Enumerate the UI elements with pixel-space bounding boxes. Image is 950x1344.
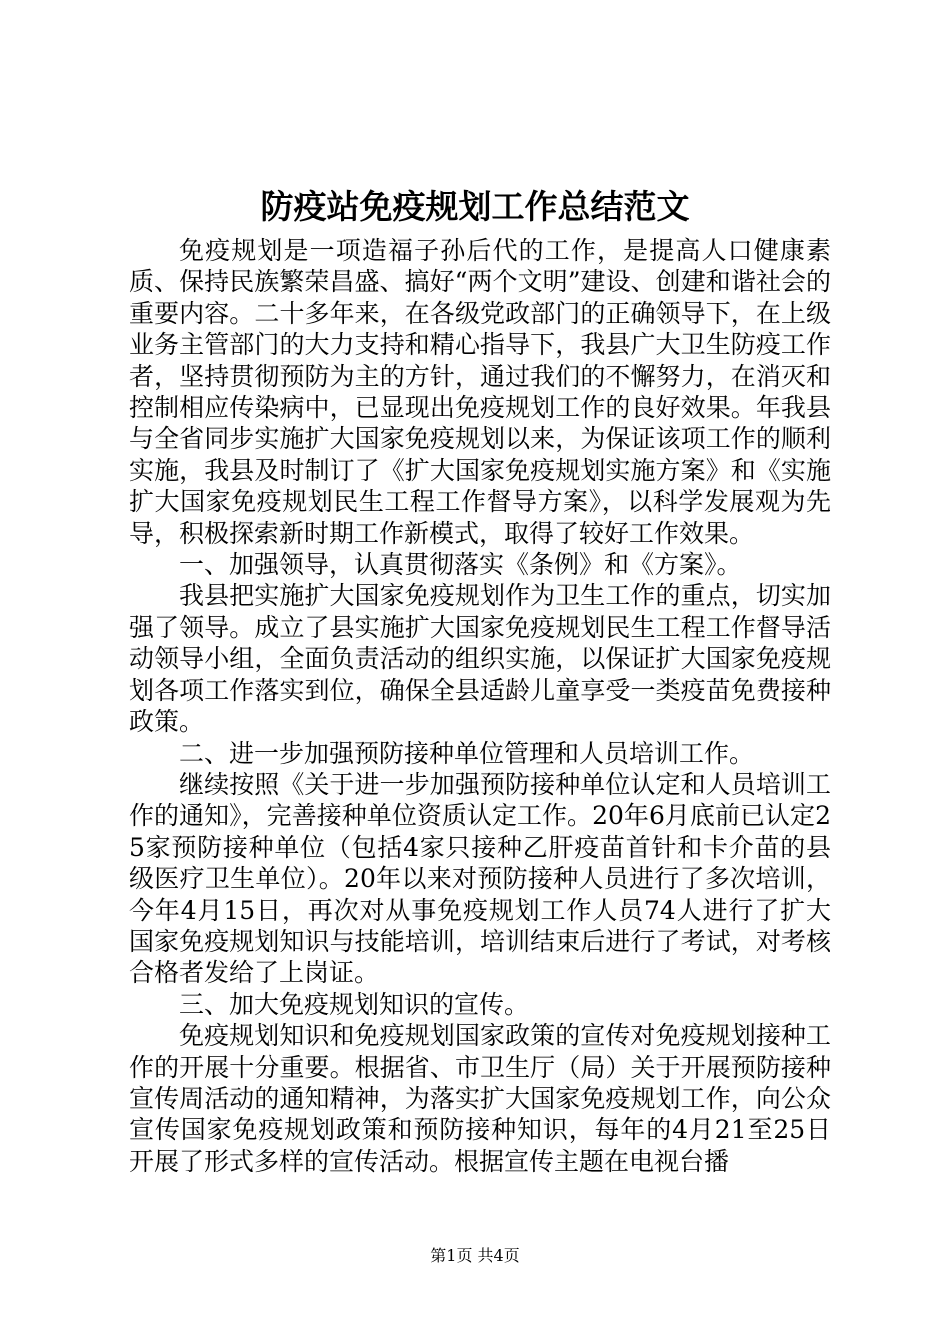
- document-body: [129, 235, 831, 1177]
- section-heading-3: 三、加大免疫规划知识的宣传。: [179, 989, 530, 1019]
- section-heading-1: 一、加强领导，认真贯彻落实《条例》和《方案》。: [179, 550, 742, 580]
- paragraph-intro: 免疫规划是一项造福子孙后代的工作，是提高人口健康素质、保持民族繁荣昌盛、搞好“两个文明”建设、创建和谐社会的重要内容。二十多年来，在各级党政部门的正确领导下，在上级业务主管部门的大力支持和精心指导下，我县广大卫生防疫工作者，坚持贯彻预防为主的方针，通过我们的不懈努力，在消灭和控制相应传染病中，已显现出免疫规划工作的良好效果。年我县与全省同步实施扩大国家免疫规划以来，为保证该项工作的顺利实施，我县及时制订了《扩大国家免疫规划实施方案》和《实施扩大国家免疫规划民生工程工作督导方案》，以科学发展观为先导，积极探索新时期工作新模式，取得了较好工作效果。: [129, 236, 831, 548]
- paragraph-section-3: 免疫规划知识和免疫规划国家政策的宣传对免疫规划接种工作的开展十分重要。根据省、市卫生厅（局）关于开展预防接种宣传周活动的通知精神，为落实扩大国家免疫规划工作，向公众宣传国家免疫规划政策和预防接种知识，每年的4月21至25日开展了形式多样的宣传活动。根据宣传主题在电视台播: [129, 1021, 831, 1176]
- page-indicator: 第1页 共4页: [430, 1246, 520, 1265]
- section-heading-2: 二、进一步加强预防接种单位管理和人员培训工作。: [179, 738, 755, 768]
- paragraph-section-1: 我县把实施扩大国家免疫规划作为卫生工作的重点，切实加强了领导。成立了县实施扩大国家免疫规划民生工程工作督导活动领导小组，全面负责活动的组织实施，以保证扩大国家免疫规划各项工作落实到位，确保全县适龄儿童享受一类疫苗免费接种政策。: [129, 581, 831, 737]
- document-title: 防疫站免疫规划工作总结范文: [260, 187, 690, 226]
- paragraph-section-2: 继续按照《关于进一步加强预防接种单位认定和人员培训工作的通知》，完善接种单位资质认定工作。20年6月底前已认定25家预防接种单位（包括4家只接种乙肝疫苗首针和卡介苗的县级医疗卫生单位）。20年以来对预防接种人员进行了多次培训，今年4月15日，再次对从事免疫规划工作人员74人进行了扩大国家免疫规划知识与技能培训，培训结束后进行了考试，对考核合格者发给了上岗证。: [129, 769, 831, 988]
